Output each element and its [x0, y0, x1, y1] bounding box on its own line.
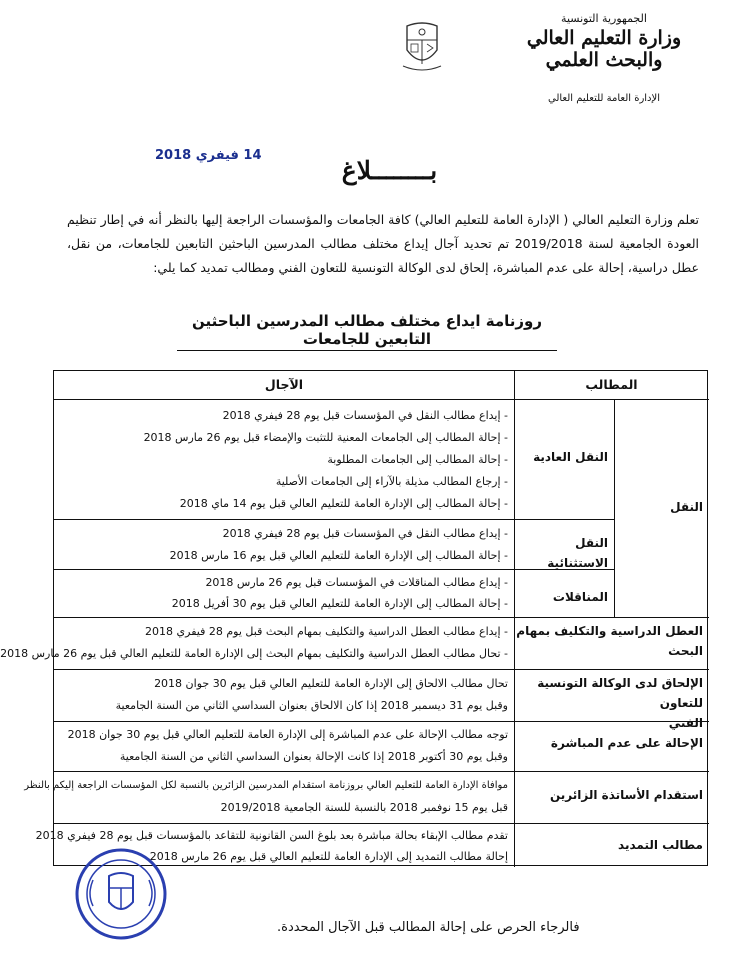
deadlines-exceptional-transfer: [54, 523, 514, 567]
row-label-ordinary-transfer: النقل العادية: [533, 450, 608, 464]
tunisia-coat-of-arms-icon: [399, 20, 445, 72]
deadline-line: تحال مطالب الالحاق إلى الإدارة العامة للتعليم العالي قبل يوم 30 جوان 2018: [154, 677, 508, 690]
deadline-line: - إيداع مطالب العطل الدراسية والتكليف بمهام البحث قبل يوم 28 فيفري 2018: [145, 625, 508, 638]
intro-paragraph: تعلم وزارة التعليم العالي ( الإدارة العامة للتعليم العالي) كافة الجامعات والمؤسسات الراجعة إليها بالنظر أنه في إطار تنظيم العودة الجامعية لسنة 2019/2018 تم تحديد آجال إيداع مختلف مطالب المدرسين الباحثين التابعين للجامعات، من نقل، عطل دراسية، إحالة على عدم المباشرة، إلحاق لدى الوكالة التونسية للتعاون الفني ومطالب تمديد كما يلي:: [67, 212, 699, 275]
deadline-line: إحالة مطالب التمديد إلى الإدارة العامة للتعليم العالي قبل يوم 26 مارس 2018: [149, 850, 508, 863]
deadlines-visiting-professors: [24, 775, 514, 819]
deadline-line: وقبل يوم 31 ديسمبر 2018 إذا كان الالحاق بعنوان السداسي الثاني من السنة الجامعية: [115, 699, 508, 712]
deadlines-exchanges: [54, 572, 514, 614]
ministry-header: [504, 12, 704, 104]
official-stamp-icon: [73, 846, 169, 942]
republic-label: الجمهورية التونسية: [561, 12, 647, 25]
directorate-label: الإدارة العامة للتعليم العالي: [548, 93, 660, 104]
page-title: بــــــــلاغ: [341, 156, 438, 185]
deadlines-study-leave: [0, 621, 514, 665]
row-label-exceptional-transfer: النقل الاستثنائية: [547, 536, 608, 570]
deadline-line: - إحالة المطالب إلى الإدارة العامة للتعليم العالي قبل يوم 16 مارس 2018: [169, 549, 508, 562]
deadline-line: - إيداع مطالب النقل في المؤسسات قبل يوم 28 فيفري 2018: [222, 527, 508, 540]
row-label-extension: مطالب التمديد: [618, 838, 703, 852]
deadline-line: - إحالة المطالب إلى الإدارة العامة للتعليم العالي قبل يوم 14 ماي 2018: [179, 497, 508, 510]
closing-note: فالرجاء الحرص على إحالة المطالب قبل الآجال المحددة.: [277, 920, 580, 935]
deadline-line: - إحالة المطالب إلى الجامعات المطلوبة: [327, 453, 508, 466]
deadlines-table: [0, 370, 708, 866]
row-label-study-leave: العطل الدراسية والتكليف بمهام البحث: [516, 624, 703, 658]
row-label-exchanges: المناقلات: [552, 590, 608, 604]
deadline-line: توجه مطالب الإحالة على عدم المباشرة إلى الإدارة العامة للتعليم العالي قبل يوم 30 جوان 2018: [67, 728, 508, 741]
secondment-label-line1: الإلحاق لدى الوكالة التونسية للتعاون: [537, 676, 703, 710]
deadlines-ordinary-transfer: [54, 405, 514, 515]
document-date: 14 فيفري 2018: [155, 148, 262, 163]
deadline-line: وقبل يوم 30 أكتوبر 2018 إذا كانت الإحالة بعنوان السداسي الثاني من السنة الجامعية: [119, 750, 508, 763]
row-label-transfer: النقل: [670, 500, 703, 514]
deadline-line: - إحالة المطالب إلى الإدارة العامة للتعليم العالي قبل يوم 30 أفريل 2018: [171, 597, 508, 610]
deadlines-secondment: [54, 673, 514, 717]
row-label-non-activity: الإحالة على عدم المباشرة: [550, 736, 703, 750]
column-header-requests: المطالب: [585, 377, 638, 392]
row-label-secondment: [514, 673, 709, 733]
deadline-line: - تحال مطالب العطل الدراسية والتكليف بمهام البحث إلى الإدارة العامة للتعليم العالي قبل يوم 26 مارس 2018: [0, 647, 508, 660]
deadlines-non-activity: [54, 724, 514, 768]
ministry-name-line2: والبحث العلمي: [545, 49, 663, 71]
ministry-name-line1: وزارة التعليم العالي: [526, 27, 682, 49]
column-header-deadlines: الآجال: [264, 377, 304, 392]
deadline-line: تقدم مطالب الإبقاء بحالة مباشرة بعد بلوغ السن القانونية للتقاعد بالمؤسسات قبل يوم 28 فيفري 2018: [35, 829, 508, 842]
deadline-line: موافاة الإدارة العامة للتعليم العالي بروزنامة استقدام المدرسين الزائرين بالنسبة لكل المؤسسات الراجعة إليكم بالنظر: [24, 780, 508, 791]
deadline-line: قبل يوم 15 نوفمبر 2018 بالنسبة للسنة الجامعية 2019/2018: [220, 801, 508, 814]
secondment-label-line2: الفني: [668, 716, 703, 730]
row-label-visiting-professors: استقدام الأساتذة الزائرين: [550, 788, 703, 802]
calendar-subtitle: روزنامة ايداع مختلف مطالب المدرسين الباحثين التابعين للجامعات: [177, 312, 557, 351]
deadline-line: - إيداع مطالب المناقلات في المؤسسات قبل يوم 26 مارس 2018: [205, 576, 508, 589]
deadline-line: - إيداع مطالب النقل في المؤسسات قبل يوم 28 فيفري 2018: [222, 409, 508, 422]
deadline-line: - إرجاع المطالب مذيلة بالآراء إلى الجامعات الأصلية: [275, 475, 508, 488]
deadline-line: - إحالة المطالب إلى الجامعات المعنية للتثبت والإمضاء قبل يوم 26 مارس 2018: [143, 431, 508, 444]
